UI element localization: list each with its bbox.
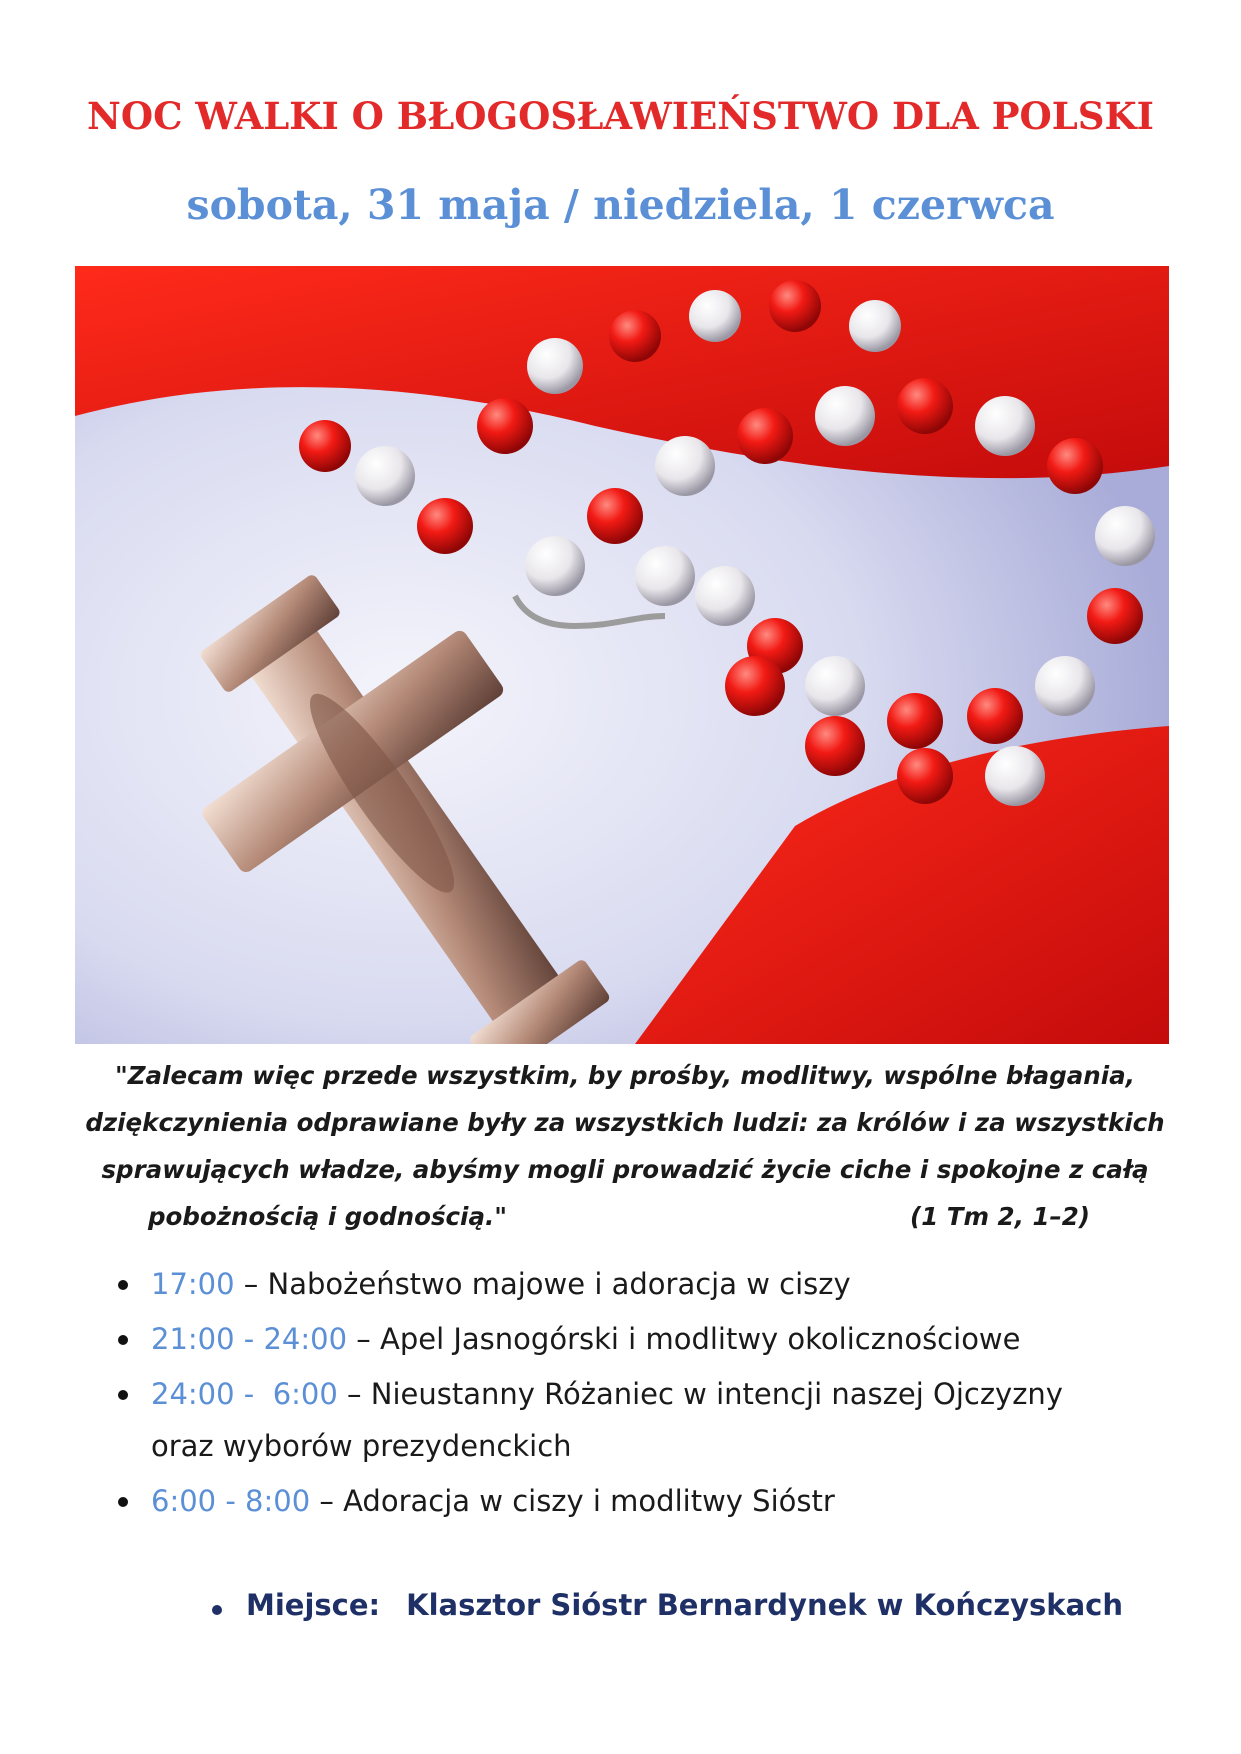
rosary-photo <box>75 266 1169 1044</box>
quote-line: dziękczynienia odprawiane były za wszystkich ludzi: za królów i za wszystkich <box>85 1108 1165 1137</box>
bullet-icon <box>212 1605 222 1615</box>
quote-line: "Zalecam więc przede wszystkim, by prośby, modlitwy, wspólne błagania, <box>115 1061 1135 1090</box>
schedule-time: 6:00 - 8:00 <box>151 1484 311 1518</box>
quote-line: sprawujących władze, abyśmy mogli prowadzić życie ciche i spokojne z całą <box>101 1155 1149 1184</box>
schedule-time: 17:00 <box>151 1267 235 1301</box>
schedule-time: 24:00 - 6:00 <box>151 1377 338 1411</box>
schedule-text: – Nabożeństwo majowe i adoracja w ciszy <box>234 1267 851 1301</box>
schedule-item <box>118 1258 1128 1310</box>
event-dates: sobota, 31 maja / niedziela, 1 czerwca <box>186 181 1055 229</box>
place-value: Klasztor Sióstr Bernardynek w Kończyskach <box>406 1588 1123 1622</box>
schedule-item <box>118 1475 1128 1527</box>
schedule-text: – Nieustanny Różaniec w intencji naszej Ojczyzny oraz wyborów prezydenckich <box>151 1377 1063 1463</box>
bullet-icon <box>118 1280 128 1290</box>
event-place <box>212 1588 1162 1622</box>
bullet-icon <box>118 1335 128 1345</box>
bible-quote <box>80 1052 1170 1240</box>
place-label: Miejsce: <box>246 1588 381 1622</box>
schedule-item <box>118 1368 1128 1472</box>
schedule-time: 21:00 - 24:00 <box>151 1322 348 1356</box>
schedule-item <box>118 1313 1128 1365</box>
quote-reference: (1 Tm 2, 1–2) <box>910 1202 1090 1231</box>
schedule-list <box>118 1258 1128 1530</box>
bullet-icon <box>118 1497 128 1507</box>
schedule-text: – Adoracja w ciszy i modlitwy Sióstr <box>310 1484 835 1518</box>
bullet-icon <box>118 1390 128 1400</box>
page-title: NOC WALKI O BŁOGOSŁAWIEŃSTWO DLA POLSKI <box>87 94 1154 138</box>
schedule-text: – Apel Jasnogórski i modlitwy okolicznościowe <box>347 1322 1021 1356</box>
quote-line: pobożnością i godnością." <box>148 1202 508 1231</box>
